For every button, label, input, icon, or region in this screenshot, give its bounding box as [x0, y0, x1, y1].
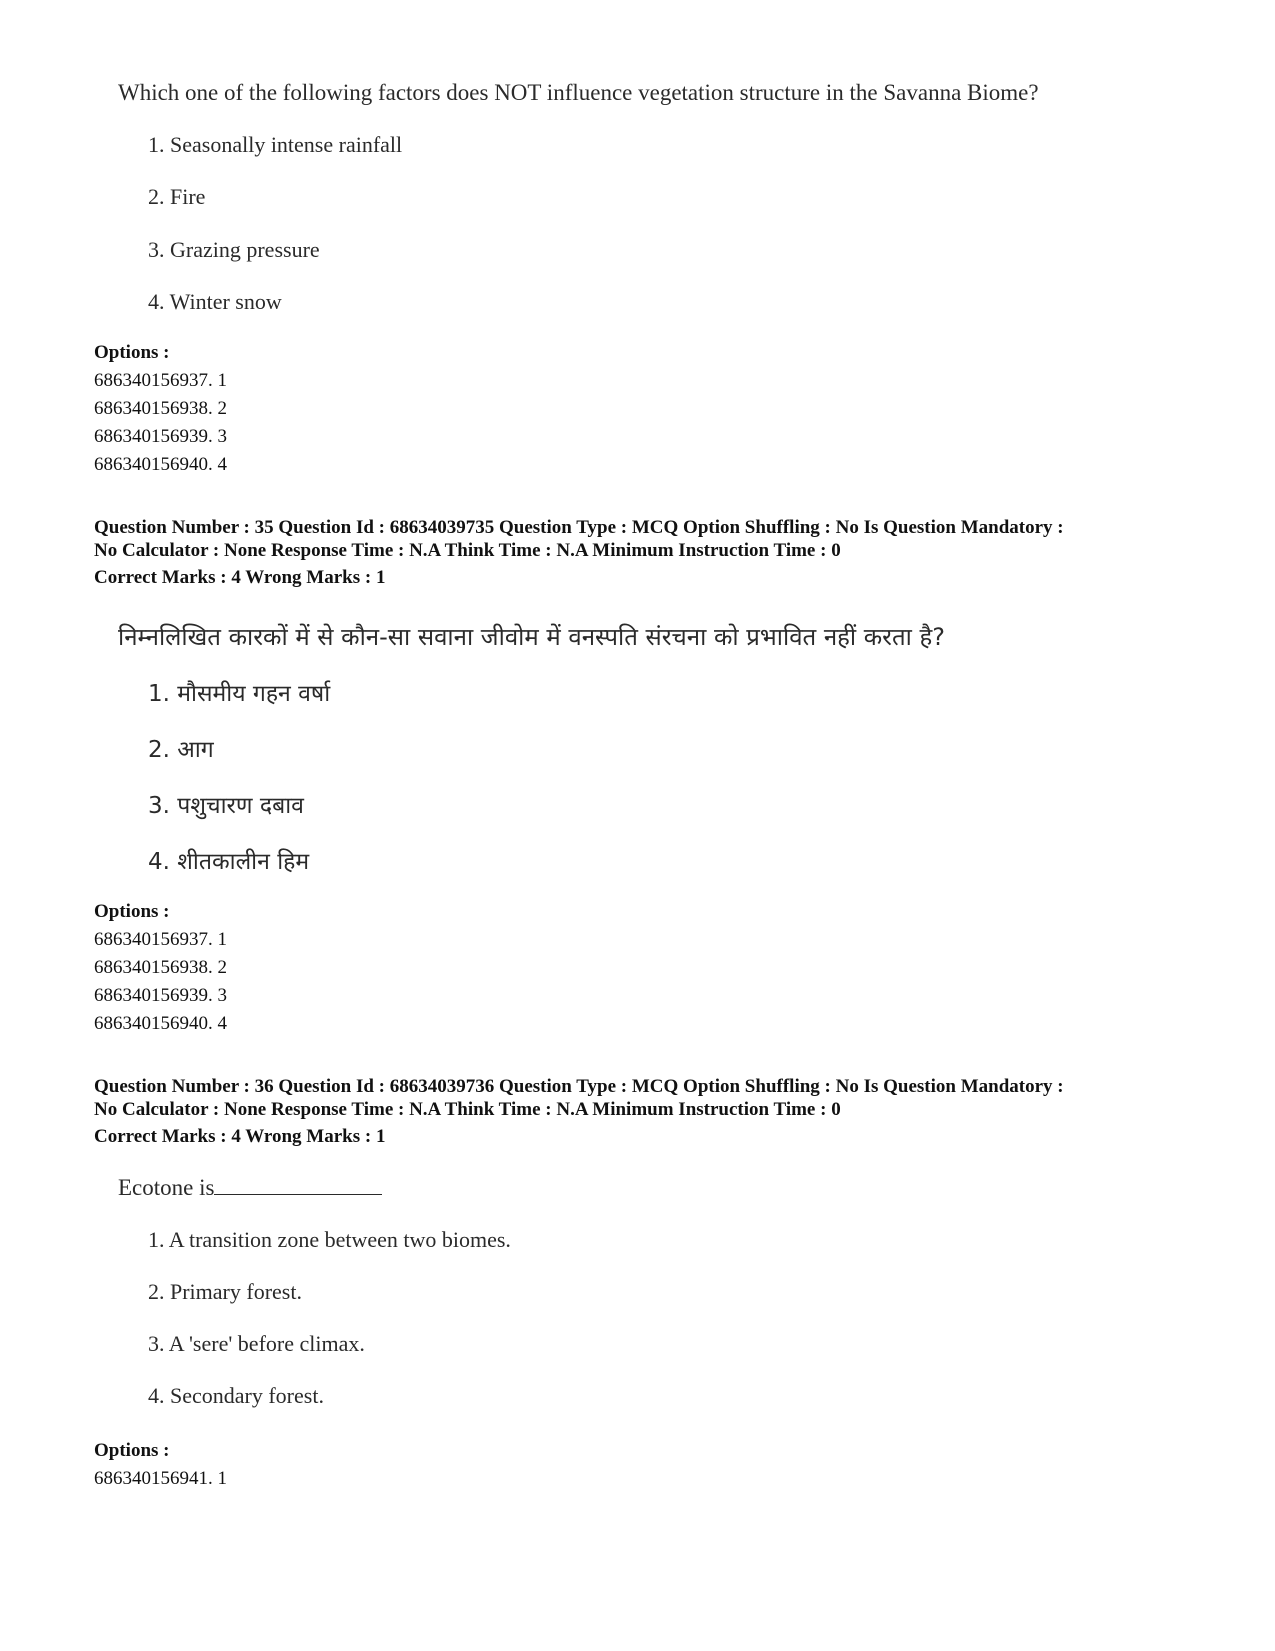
- q35-choice-2: 2. आग: [148, 737, 214, 763]
- q36-choice-4: 4. Secondary forest.: [148, 1383, 324, 1408]
- q35-options-label: Options :: [94, 901, 170, 922]
- q36-meta-line-2: No Calculator : None Response Time : N.A Think Time : N.A Minimum Instruction Time : 0: [94, 1099, 841, 1120]
- q34-choice-1: 1. Seasonally intense rainfall: [148, 132, 403, 157]
- q35-option-id-1: 686340156937. 1: [94, 929, 227, 950]
- q35-choice-1: 1. मौसमीय गहन वर्षा: [148, 681, 331, 707]
- q34-option-id-1: 686340156937. 1: [94, 370, 227, 391]
- q34-option-id-3: 686340156939. 3: [94, 426, 227, 447]
- q36-option-id-1: 686340156941. 1: [94, 1468, 227, 1489]
- q36-question: [118, 1175, 382, 1201]
- q34-choice-3: 3. Grazing pressure: [148, 237, 320, 262]
- q34-choice-2: 2. Fire: [148, 184, 206, 209]
- q36-choice-3: 3. A 'sere' before climax.: [148, 1331, 365, 1356]
- q34-option-id-2: 686340156938. 2: [94, 398, 227, 419]
- q34-question-text: Which one of the following factors does NOT influence vegetation structure in the Savanna Biome?: [118, 80, 1039, 105]
- q35-choice-3: 3. पशुचारण दबाव: [148, 793, 304, 819]
- q35-option-id-2: 686340156938. 2: [94, 957, 227, 978]
- q35-option-id-4: 686340156940. 4: [94, 1013, 227, 1034]
- q36-marks: Correct Marks : 4 Wrong Marks : 1: [94, 1126, 386, 1147]
- q35-marks: Correct Marks : 4 Wrong Marks : 1: [94, 567, 386, 588]
- q35-question-text: निम्नलिखित कारकों में से कौन-सा सवाना जीवोम में वनस्पति संरचना को प्रभावित नहीं करता है?: [118, 623, 946, 651]
- fill-in-blank-line: [214, 1176, 382, 1195]
- q36-options-label: Options :: [94, 1440, 170, 1461]
- q36-choice-1: 1. A transition zone between two biomes.: [148, 1227, 511, 1252]
- q34-choice-4: 4. Winter snow: [148, 289, 282, 314]
- q36-question-text: Ecotone is: [118, 1175, 215, 1200]
- q36-choice-2: 2. Primary forest.: [148, 1279, 302, 1304]
- q35-meta-line-2: No Calculator : None Response Time : N.A Think Time : N.A Minimum Instruction Time : 0: [94, 540, 841, 561]
- q34-option-id-4: 686340156940. 4: [94, 454, 227, 475]
- q35-choice-4: 4. शीतकालीन हिम: [148, 849, 310, 875]
- q35-option-id-3: 686340156939. 3: [94, 985, 227, 1006]
- q34-options-label: Options :: [94, 342, 170, 363]
- q35-meta-line-1: Question Number : 35 Question Id : 68634039735 Question Type : MCQ Option Shuffling : No Is Question Mandatory :: [94, 517, 1064, 538]
- q36-meta-line-1: Question Number : 36 Question Id : 68634039736 Question Type : MCQ Option Shuffling : No Is Question Mandatory :: [94, 1076, 1064, 1097]
